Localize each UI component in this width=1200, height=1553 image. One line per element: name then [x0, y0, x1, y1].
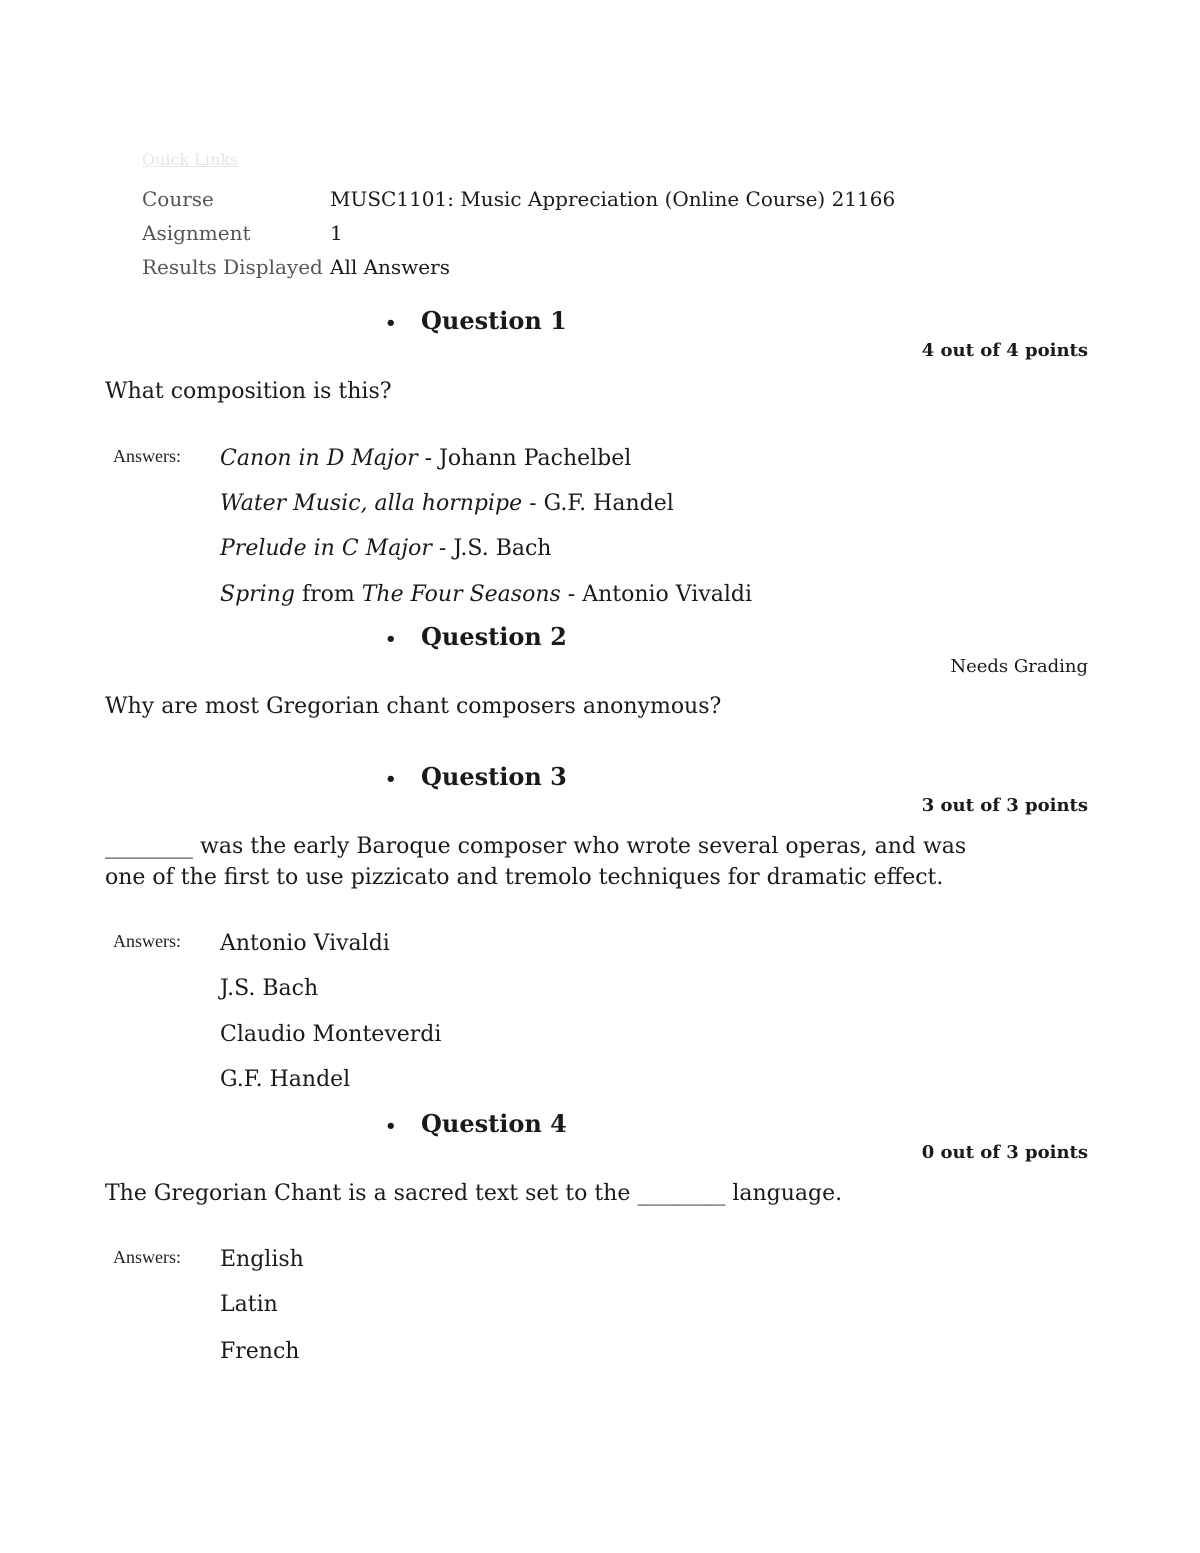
question-1-title: Question 1	[421, 306, 567, 335]
question-3-title: Question 3	[421, 762, 567, 791]
question-2-heading	[385, 622, 567, 655]
question-3-answer-3: Claudio Monteverdi	[220, 1022, 442, 1047]
assignment-value: 1	[330, 221, 343, 245]
question-3-heading	[385, 762, 567, 795]
results-displayed-label: Results Displayed	[142, 255, 323, 279]
answer-sep: -	[417, 446, 440, 471]
question-1-heading	[385, 306, 567, 339]
question-3-answer-2: J.S. Bach	[220, 976, 319, 1001]
bullet-icon: •	[385, 769, 397, 790]
bullet-icon: •	[385, 629, 397, 650]
question-3-text-line-1: ________ was the early Baroque composer who wrote several operas, and was	[105, 834, 967, 859]
answer-composer: Johann Pachelbel	[439, 446, 632, 471]
question-3-points: 3 out of 3 points	[921, 795, 1088, 816]
answer-sep: -	[522, 491, 544, 516]
question-4-title: Question 4	[421, 1109, 567, 1138]
answer-work: Prelude in C Major	[220, 536, 432, 561]
question-1-answer-3	[220, 534, 551, 564]
question-1-answer-2	[220, 489, 674, 519]
course-label: Course	[142, 187, 214, 211]
bullet-icon: •	[385, 313, 397, 334]
answer-work: Spring	[220, 582, 295, 607]
answer-composer: Antonio Vivaldi	[582, 582, 753, 607]
question-4-answers-label: Answers:	[113, 1247, 181, 1267]
question-4-answer-1: English	[220, 1247, 304, 1272]
bullet-icon: •	[385, 1116, 397, 1137]
assignment-label: Asignment	[142, 221, 251, 245]
question-3-text	[105, 831, 1005, 893]
question-2-title: Question 2	[421, 622, 567, 651]
answer-work: Canon in D Major	[220, 446, 418, 471]
quick-links-link[interactable]: Quick Links	[142, 150, 239, 169]
question-3-answers-label: Answers:	[113, 931, 181, 951]
question-1-text: What composition is this?	[105, 379, 392, 404]
question-3-answer-4: G.F. Handel	[220, 1067, 351, 1092]
question-2-points: Needs Grading	[950, 656, 1088, 677]
question-1-answer-4	[220, 580, 752, 610]
question-4-answer-2: Latin	[220, 1292, 278, 1317]
question-4-answer-3: French	[220, 1339, 300, 1364]
answer-sep: -	[560, 582, 583, 607]
question-3-answer-1: Antonio Vivaldi	[220, 931, 390, 956]
question-4-text: The Gregorian Chant is a sacred text set to the ________ language.	[105, 1181, 843, 1206]
answer-mid: from	[294, 582, 362, 607]
results-displayed-value: All Answers	[330, 255, 450, 279]
question-3-text-line-2: one of the first to use pizzicato and tremolo techniques for dramatic effect.	[105, 865, 944, 890]
answer-composer: J.S. Bach	[453, 536, 552, 561]
course-value: MUSC1101: Music Appreciation (Online Course) 21166	[330, 187, 896, 211]
answer-composer: G.F. Handel	[543, 491, 674, 516]
question-4-heading	[385, 1109, 567, 1142]
answer-work-2: The Four Seasons	[361, 582, 561, 607]
question-1-answer-1	[220, 444, 631, 474]
question-1-answers-label: Answers:	[113, 446, 181, 466]
answer-work: Water Music, alla hornpipe	[220, 491, 523, 516]
question-1-points: 4 out of 4 points	[921, 340, 1088, 361]
question-4-points: 0 out of 3 points	[921, 1142, 1088, 1163]
question-2-text: Why are most Gregorian chant composers anonymous?	[105, 694, 722, 719]
answer-sep: -	[431, 536, 454, 561]
